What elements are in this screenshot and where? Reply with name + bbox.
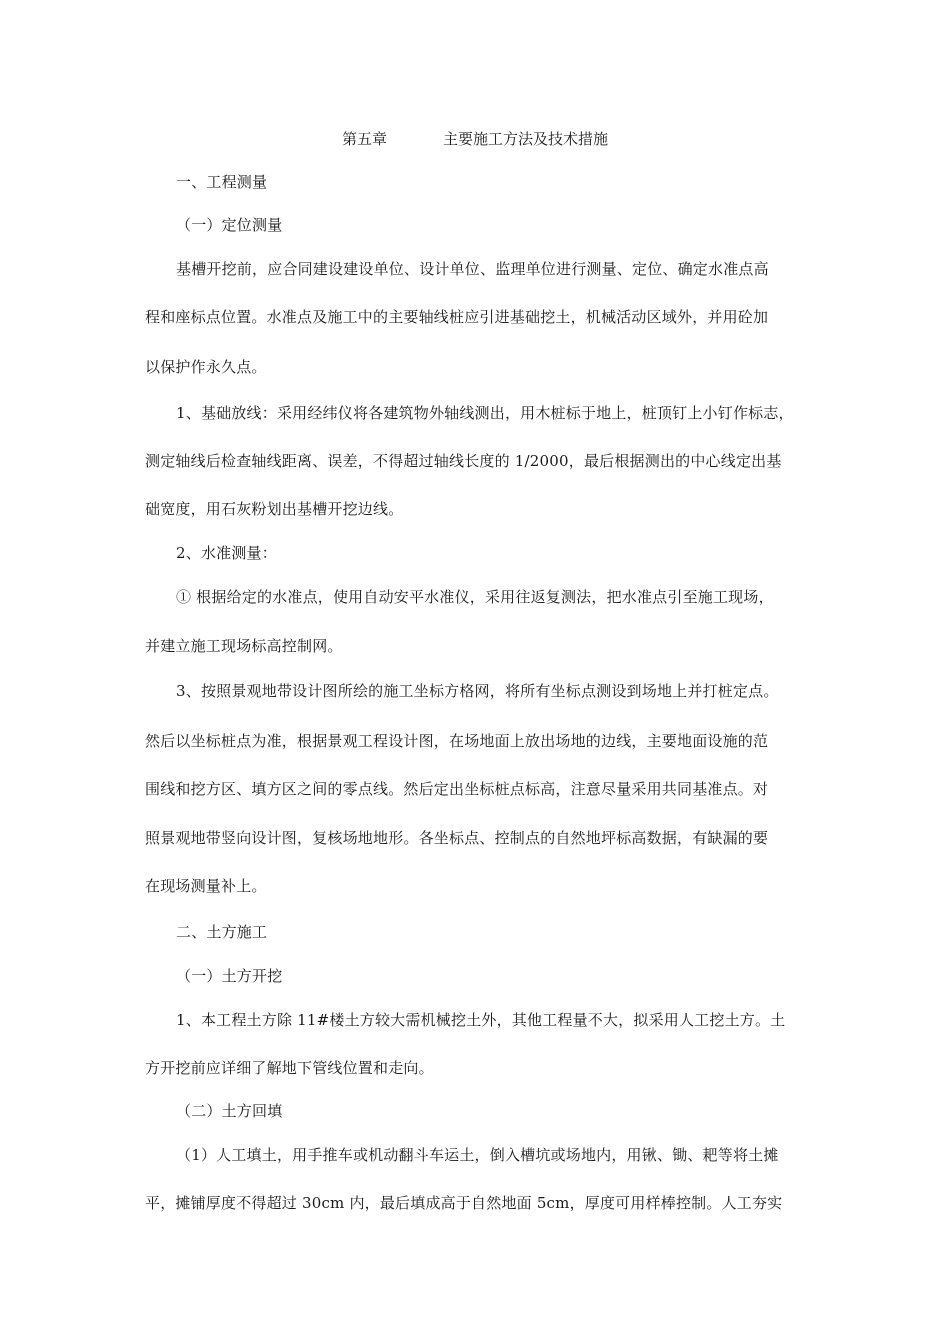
subsection-heading-backfill: （二）土方回填 — [176, 1102, 283, 1120]
paragraph-line: 1、本工程土方除 11#楼土方较大需机械挖土外，其他工程量不大，拟采用人工挖土方。土 — [176, 1011, 786, 1029]
paragraph-line: ① 根据给定的水准点，使用自动安平水准仪，采用往返复测法，把水准点引至施工现场， — [176, 588, 774, 606]
subsection-heading-excavation: （一）土方开挖 — [176, 967, 283, 985]
paragraph-line: 1、基础放线：采用经纬仪将各建筑物外轴线测出，用木桩标于地上，桩顶钉上小钉作标志， — [176, 404, 794, 422]
paragraph-line: 在现场测量补上。 — [145, 877, 267, 895]
paragraph-line: 以保护作永久点。 — [145, 358, 267, 376]
paragraph-line: 础宽度，用石灰粉划出基槽开挖边线。 — [145, 500, 404, 518]
paragraph-line: 基槽开挖前，应合同建设建设单位、设计单位、监理单位进行测量、定位、确定水准点高 — [176, 260, 769, 278]
paragraph-line: （1）人工填土，用手推车或机动翻斗车运土，倒入槽坑或场地内，用锹、锄、耙等将土摊 — [176, 1146, 779, 1164]
chapter-title: 主要施工方法及技术措施 — [443, 130, 609, 148]
paragraph-line: 程和座标点位置。水准点及施工中的主要轴线桩应引进基础挖土，机械活动区域外，并用砼加 — [145, 308, 769, 326]
paragraph-line: 平，摊铺厚度不得超过 30cm 内，最后填成高于自然地面 5cm，厚度可用样棒控制。人工夯实 — [145, 1194, 783, 1212]
chapter-heading — [0, 129, 950, 149]
section-heading-survey: 一、工程测量 — [176, 173, 268, 191]
paragraph-line: 方开挖前应详细了解地下管线位置和走向。 — [145, 1059, 434, 1077]
chapter-number: 第五章 — [341, 130, 387, 148]
paragraph-line: 照景观地带竖向设计图，复核场地地形。各坐标点、控制点的自然地坪标高数据，有缺漏的要 — [145, 829, 769, 847]
paragraph-line: 3、按照景观地带设计图所绘的施工坐标方格网，将所有坐标点测设到场地上并打桩定点。 — [176, 682, 779, 700]
paragraph-line: 围线和挖方区、填方区之间的零点线。然后定出坐标桩点标高，注意尽量采用共同基准点。对 — [145, 780, 769, 798]
section-heading-earthwork: 二、土方施工 — [176, 923, 268, 941]
item-heading-leveling: 2、水准测量： — [176, 544, 277, 562]
paragraph-line: 测定轴线后检查轴线距离、误差，不得超过轴线长度的 1/2000，最后根据测出的中心线定出基 — [145, 452, 782, 470]
subsection-heading-positioning: （一）定位测量 — [176, 216, 283, 234]
paragraph-line: 然后以坐标桩点为准，根据景观工程设计图，在场地面上放出场地的边线，主要地面设施的范 — [145, 732, 769, 750]
paragraph-line: 并建立施工现场标高控制网。 — [145, 637, 343, 655]
